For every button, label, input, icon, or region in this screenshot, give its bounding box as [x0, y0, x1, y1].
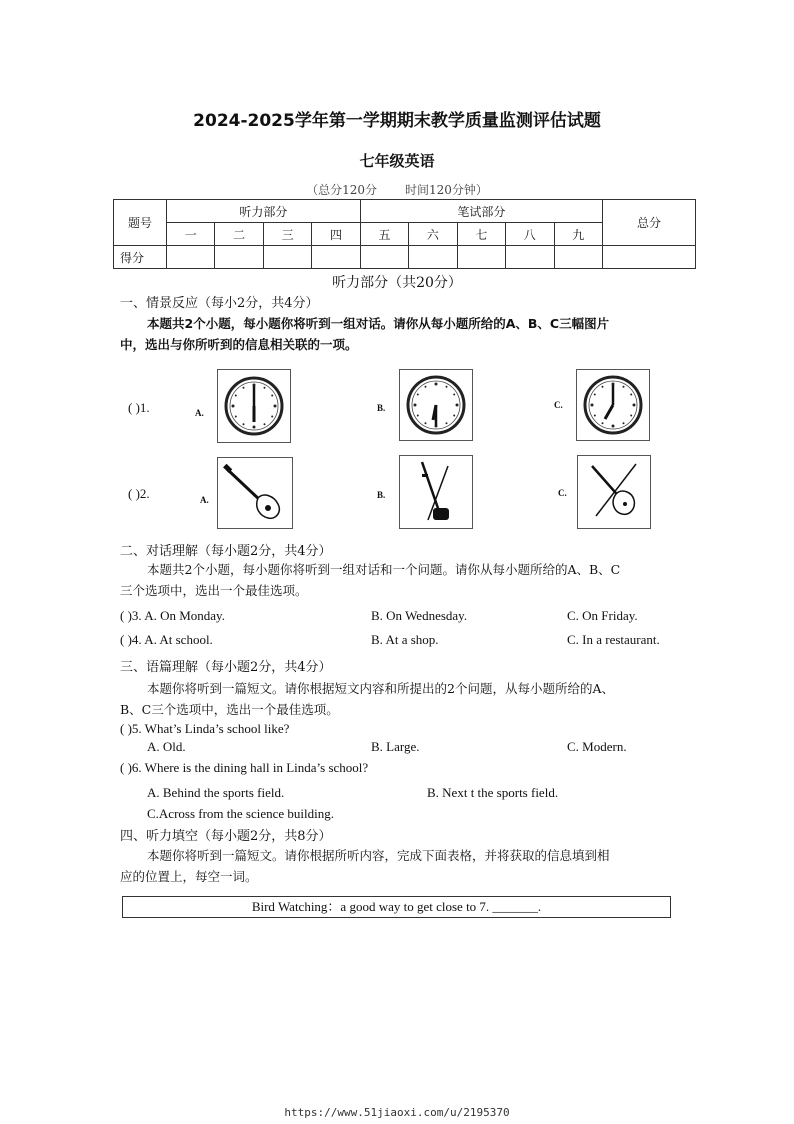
option-label: B. — [377, 490, 386, 500]
num-cell: 一 — [167, 223, 215, 246]
num-cell: 九 — [554, 223, 603, 246]
score-cell[interactable] — [457, 246, 505, 269]
question-5: ( )5. What’s Linda’s school like? — [120, 721, 290, 736]
num-cell: 三 — [263, 223, 311, 246]
guitar-icon — [218, 458, 292, 528]
section2-intro-line2: 三个选项中，选出一个最佳选项。 — [120, 583, 308, 598]
section2-intro-line1: 本题共2个小题，每小题你将听到一组对话和一个问题。请你从每小题所给的A、B、C — [147, 562, 621, 577]
score-cell[interactable] — [167, 246, 215, 269]
section1-intro-line1: 本题共2个小题，每小题你将听到一组对话。请你从每小题所给的A、B、C三幅图片 — [147, 316, 610, 331]
question-3-option-b: B. On Wednesday. — [371, 608, 468, 623]
exam-meta — [0, 181, 794, 198]
option-label: C. — [558, 488, 567, 498]
listening-part-header: 听力部分 — [167, 200, 361, 223]
violin-image[interactable] — [577, 455, 651, 529]
num-cell: 四 — [312, 223, 360, 246]
page-title: 2024-2025学年第一学期期末教学质量监测评估试题 — [193, 111, 601, 131]
score-cell[interactable] — [506, 246, 554, 269]
score-cell[interactable] — [263, 246, 311, 269]
question-4: ( )4. A. At school. — [120, 632, 213, 647]
score-cell[interactable] — [554, 246, 603, 269]
section3-intro-line1: 本题你将听到一篇短文。请你根据短文内容和所提出的2个问题，从每小题所给的A、 — [147, 681, 614, 696]
question-4-option-c: C. In a restaurant. — [567, 632, 660, 647]
clock-icon — [218, 370, 290, 442]
option-label: B. — [377, 403, 386, 413]
option-label: A. — [195, 408, 204, 418]
num-cell: 七 — [457, 223, 505, 246]
page-subtitle: 七年级英语 — [359, 152, 435, 170]
section3-heading: 三、语篇理解（每小题2分，共4分） — [120, 660, 332, 675]
num-cell: 二 — [215, 223, 263, 246]
violin-icon — [578, 456, 650, 528]
question-3: ( )3. A. On Monday. — [120, 608, 225, 623]
bird-watching-table[interactable]: Bird Watching：a good way to get close to 7. _______. — [122, 896, 671, 918]
section2-heading: 二、对话理解（每小题2分，共4分） — [120, 544, 332, 559]
clock-half-past-six-image[interactable] — [399, 369, 473, 441]
listening-title: 听力部分（共20分） — [332, 275, 462, 291]
section1-heading: 一、情景反应（每小2分，共4分） — [120, 296, 319, 311]
num-cell: 六 — [409, 223, 457, 246]
writing-part-header: 笔试部分 — [360, 200, 602, 223]
num-cell: 八 — [506, 223, 554, 246]
row-label-score: 得分 — [114, 246, 167, 269]
section4-intro-line1: 本题你将听到一篇短文。请你根据所听内容，完成下面表格，并将获取的信息填到相 — [147, 848, 610, 863]
question-6-option-c: C.Across from the science building. — [147, 806, 335, 821]
clock-icon — [577, 370, 649, 440]
electric-guitar-image[interactable] — [217, 457, 293, 529]
clock-six-oclock-image[interactable] — [217, 369, 291, 443]
row-label-number: 题号 — [114, 200, 167, 246]
question-6-option-a: A. Behind the sports field. — [147, 785, 285, 800]
time-text: 时间120分钟） — [405, 183, 488, 197]
score-cell[interactable] — [603, 246, 696, 269]
section4-intro-line2: 应的位置上，每空一词。 — [120, 869, 258, 884]
erhu-image[interactable] — [399, 455, 473, 529]
question-4-option-b: B. At a shop. — [371, 632, 439, 647]
question-5-option-b: B. Large. — [371, 739, 420, 754]
question-5-option-c: C. Modern. — [567, 739, 627, 754]
total-header: 总分 — [603, 200, 696, 246]
section1-intro-line2: 中，选出与你所听到的信息相关联的一项。 — [120, 337, 358, 352]
option-label: A. — [200, 495, 209, 505]
question-2: ( )2. — [128, 486, 150, 501]
score-cell[interactable] — [360, 246, 408, 269]
clock-seven-oclock-image[interactable] — [576, 369, 650, 441]
score-cell[interactable] — [215, 246, 263, 269]
question-1: ( )1. — [128, 400, 150, 415]
question-3-option-c: C. On Friday. — [567, 608, 638, 623]
clock-icon — [400, 370, 472, 440]
score-table — [113, 199, 696, 269]
question-6: ( )6. Where is the dining hall in Linda’s school? — [120, 760, 369, 775]
section3-intro-line2: B、C三个选项中，选出一个最佳选项。 — [120, 702, 339, 717]
num-cell: 五 — [360, 223, 408, 246]
question-5-option-a: A. Old. — [147, 739, 186, 754]
footer-url[interactable]: https://www.51jiaoxi.com/u/2195370 — [284, 1106, 510, 1119]
score-cell[interactable] — [409, 246, 457, 269]
total-score-text: （总分120分 — [306, 183, 377, 197]
section4-heading: 四、听力填空（每小题2分，共8分） — [120, 829, 332, 844]
score-cell[interactable] — [312, 246, 360, 269]
question-6-option-b: B. Next t the sports field. — [427, 785, 559, 800]
erhu-icon — [400, 456, 472, 528]
option-label: C. — [554, 400, 563, 410]
